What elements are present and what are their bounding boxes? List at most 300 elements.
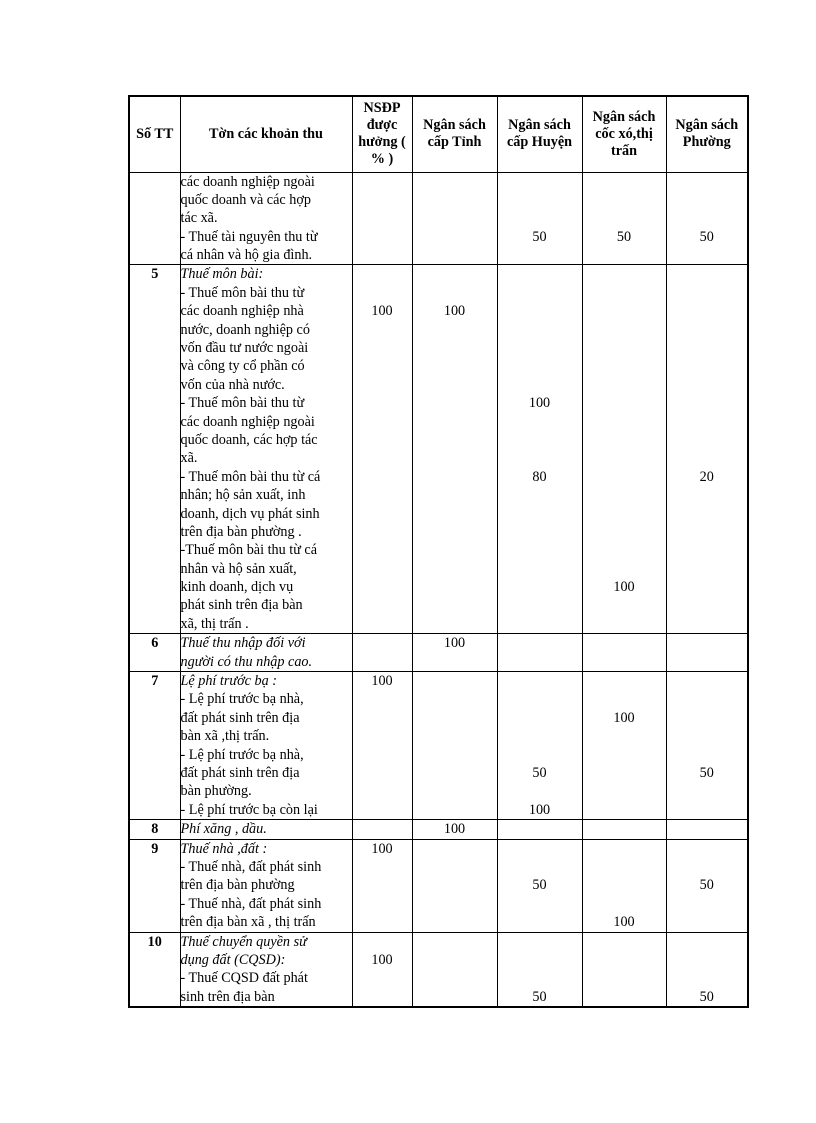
rate-value [353,858,412,876]
rate-value [498,840,582,858]
rate-nsdp [352,932,412,1007]
description-line: các doanh nghiệp ngoài [180,413,315,430]
rate-tinh [412,672,497,820]
rate-tinh [412,265,497,634]
rate-value [667,782,748,800]
rate-value [498,246,582,264]
rate-value [353,634,412,652]
rate-value [667,265,748,283]
row-number: 7 [129,672,180,820]
rate-value [413,951,497,969]
table-row [129,172,748,265]
rate-value [353,969,412,987]
rate-value [413,727,497,745]
rate-value [498,690,582,708]
rate-value: 100 [613,914,635,931]
rate-phuong [666,932,748,1007]
description-line: Thuế nhà ,đất : [180,840,268,857]
rate-value: 50 [532,988,547,1005]
rate-value [413,173,497,191]
rate-value [498,969,582,987]
rate-value: 100 [613,709,635,726]
rate-value: 50 [699,988,714,1005]
rate-value [667,413,748,431]
header-name: Tờn các khoản thu [180,96,352,172]
rate-value: 50 [532,228,547,245]
description-line: Thuế môn bài: [180,266,264,283]
rate-value [498,302,582,320]
description-line: vốn đầu tư nước ngoài [180,340,309,357]
rate-value [413,357,497,375]
rate-value [413,709,497,727]
header-phuong: Ngân sách Phường [666,96,748,172]
rate-value: 50 [532,877,547,894]
rate-value [667,486,748,504]
description-line: quốc doanh và các hợp [180,191,311,208]
rate-value [583,672,666,690]
rate-value [583,690,666,708]
rate-value [583,173,666,191]
rate-value [583,321,666,339]
description-line: - Thuế CQSD đất phát [180,970,308,987]
rate-value [498,727,582,745]
header-tinh: Ngân sách cấp Tỉnh [412,96,497,172]
rate-huyen [497,634,582,672]
description-line: Thuế chuyển quyền sử [180,933,307,950]
rate-value [667,431,748,449]
description-line: sinh trên địa bàn [180,988,275,1005]
description-line: xã, thị trấn . [180,615,249,632]
rate-value [353,690,412,708]
rate-nsdp [352,820,412,839]
rate-value [667,634,748,652]
rate-value [667,653,748,671]
rate-value [498,653,582,671]
description-line: các doanh nghiệp nhà [180,303,304,320]
rate-value [413,782,497,800]
rate-value [413,895,497,913]
description-line: - Thuế môn bài thu từ [180,284,305,301]
rate-phuong [666,265,748,634]
description-line: phát sinh trên địa bàn [180,597,303,614]
rate-value [498,933,582,951]
rate-value: 100 [371,840,393,857]
rate-value [667,895,748,913]
rate-value [413,969,497,987]
revenue-item-description [180,839,352,932]
rate-value [353,653,412,671]
table-row [129,820,748,839]
rate-xa [582,634,666,672]
rate-value [413,246,497,264]
rate-value [498,820,582,838]
rate-tinh [412,634,497,672]
rate-value [667,560,748,578]
rate-value [667,858,748,876]
rate-value: 100 [371,673,393,690]
rate-value [353,284,412,302]
rate-value [583,858,666,876]
description-line: và công ty cổ phần có [180,358,305,375]
rate-value [413,505,497,523]
rate-value [353,876,412,894]
rate-value: 20 [699,468,714,485]
row-number: 9 [129,839,180,932]
rate-value [413,486,497,504]
rate-value [498,209,582,227]
rate-value [498,173,582,191]
rate-value [583,265,666,283]
rate-value [583,840,666,858]
rate-value [583,413,666,431]
rate-value [583,951,666,969]
rate-value [498,672,582,690]
description-line: - Thuế môn bài thu từ cá [180,468,321,485]
rate-value [583,764,666,782]
rate-value [667,969,748,987]
rate-value [667,209,748,227]
description-line: vốn của nhà nước. [180,376,285,393]
rate-value [413,191,497,209]
rate-value [413,988,497,1006]
rate-value [353,596,412,614]
description-line: tác xã. [180,210,218,227]
header-nsdp: NSĐP được hưởng ( % ) [352,96,412,172]
rate-value [353,449,412,467]
rate-phuong [666,172,748,265]
rate-value [667,746,748,764]
rate-value [413,394,497,412]
description-line: - Lệ phí trước bạ còn lại [180,801,318,818]
rate-tinh [412,172,497,265]
rate-value [583,895,666,913]
rate-phuong [666,672,748,820]
description-line: trên địa bàn xã , thị trấn [180,914,316,931]
rate-value [353,209,412,227]
rate-value [353,560,412,578]
revenue-item-description [180,932,352,1007]
rate-value [498,782,582,800]
rate-value [667,578,748,596]
description-line: xã. [180,450,198,467]
rate-value [413,858,497,876]
rate-value [583,431,666,449]
rate-value [583,302,666,320]
revenue-item-description [180,265,352,634]
revenue-item-description [180,634,352,672]
rate-xa [582,172,666,265]
rate-value [498,709,582,727]
description-line: bàn phường. [180,783,252,800]
description-line: kinh doanh, dịch vụ [180,579,294,596]
rate-huyen [497,265,582,634]
rate-value [583,191,666,209]
rate-value [413,913,497,931]
rate-value [583,541,666,559]
rate-value [667,801,748,819]
rate-value [413,560,497,578]
rate-value [583,376,666,394]
rate-value [413,801,497,819]
rate-value [498,431,582,449]
description-line: Lệ phí trước bạ : [180,673,277,690]
rate-value [413,746,497,764]
rate-value [667,284,748,302]
rate-nsdp [352,172,412,265]
rate-value: 50 [532,765,547,781]
rate-phuong [666,820,748,839]
description-line: Phí xăng , dầu. [180,821,267,838]
rate-value [353,801,412,819]
rate-value [583,357,666,375]
rate-value [667,246,748,264]
rate-value [498,265,582,283]
rate-value [413,523,497,541]
description-line: dụng đất (CQSD): [180,951,286,968]
rate-value [353,431,412,449]
rate-value [413,840,497,858]
rate-value [583,876,666,894]
rate-value [353,321,412,339]
rate-value [353,339,412,357]
row-number: 6 [129,634,180,672]
rate-tinh [412,839,497,932]
rate-value [413,596,497,614]
rate-value [353,523,412,541]
rate-value [413,541,497,559]
rate-value [413,321,497,339]
table-row [129,634,748,672]
rate-value [353,228,412,246]
rate-value: 100 [371,303,393,320]
rate-value [583,486,666,504]
rate-value [667,951,748,969]
header-stt: Số TT [129,96,180,172]
rate-huyen [497,932,582,1007]
rate-nsdp [352,265,412,634]
rate-value [353,709,412,727]
revenue-allocation-table [128,95,749,1008]
rate-nsdp [352,634,412,672]
rate-value [498,413,582,431]
rate-value [498,895,582,913]
rate-value [353,933,412,951]
description-line: nhân; hộ sản xuất, inh [180,487,306,504]
description-line: bàn xã ,thị trấn. [180,728,270,745]
rate-value [353,988,412,1006]
description-line: - Lệ phí trước bạ nhà, [180,746,304,763]
rate-value [353,376,412,394]
description-line: nhân và hộ sản xuất, [180,560,297,577]
rate-value [667,933,748,951]
description-line: các doanh nghiệp ngoài [180,173,315,190]
rate-xa [582,265,666,634]
rate-value: 50 [699,765,714,781]
rate-value [353,895,412,913]
rate-value [498,615,582,633]
rate-value [413,376,497,394]
description-line: - Thuế tài nguyên thu từ [180,228,318,245]
rate-value [667,709,748,727]
rate-value [353,191,412,209]
rate-value [583,653,666,671]
rate-value [667,394,748,412]
rate-value [583,523,666,541]
rate-value [353,413,412,431]
rate-value [413,876,497,894]
rate-value [667,615,748,633]
description-line: - Thuế môn bài thu từ [180,395,305,412]
rate-value [583,246,666,264]
rate-value [667,690,748,708]
header-huyen: Ngân sách cấp Huyện [497,96,582,172]
rate-value [413,339,497,357]
revenue-item-description [180,672,352,820]
rate-value [667,376,748,394]
revenue-item-description [180,172,352,265]
rate-value [667,357,748,375]
rate-value [583,746,666,764]
row-number: 10 [129,932,180,1007]
rate-value [498,951,582,969]
rate-value [667,672,748,690]
rate-value [667,321,748,339]
rate-huyen [497,839,582,932]
rate-value [413,672,497,690]
rate-value [498,596,582,614]
rate-value [583,339,666,357]
rate-value [583,782,666,800]
rate-value [498,523,582,541]
rate-value [353,505,412,523]
rate-value [353,265,412,283]
row-number [129,172,180,265]
rate-value [413,265,497,283]
rate-value [583,449,666,467]
table-row [129,672,748,820]
rate-value [353,394,412,412]
row-number: 8 [129,820,180,839]
rate-value [583,560,666,578]
rate-value [667,302,748,320]
rate-nsdp [352,839,412,932]
rate-value [667,913,748,931]
rate-value: 100 [613,579,635,596]
rate-value [583,988,666,1006]
header-row [129,96,748,172]
rate-value [583,615,666,633]
row-number: 5 [129,265,180,634]
rate-phuong [666,634,748,672]
rate-value [353,782,412,800]
rate-value [498,284,582,302]
rate-value [498,746,582,764]
description-line: - Lệ phí trước bạ nhà, [180,691,304,708]
rate-value [353,468,412,486]
description-line: quốc doanh, các hợp tác [180,431,318,448]
rate-value [413,653,497,671]
rate-phuong [666,839,748,932]
rate-value [413,933,497,951]
rate-value [667,523,748,541]
rate-value [583,394,666,412]
rate-value [413,615,497,633]
rate-value [413,413,497,431]
table-row [129,932,748,1007]
description-line: đất phát sinh trên địa [180,765,300,781]
rate-value: 100 [528,801,551,818]
rate-value [667,596,748,614]
description-line: cá nhân và hộ gia đình. [180,247,313,264]
rate-value [498,357,582,375]
rate-value: 100 [443,821,466,838]
rate-value [667,727,748,745]
rate-value [583,801,666,819]
rate-value [498,339,582,357]
rate-value [583,468,666,486]
rate-value [667,541,748,559]
rate-value [667,339,748,357]
rate-value [583,634,666,652]
description-line: - Thuế nhà, đất phát sinh [180,858,322,875]
rate-value: 100 [443,635,466,652]
rate-xa [582,820,666,839]
rate-value [413,468,497,486]
rate-value [583,933,666,951]
rate-value: 100 [443,303,466,320]
rate-value [353,357,412,375]
rate-value [353,727,412,745]
rate-value [413,764,497,782]
rate-value: 80 [532,468,547,485]
description-line: người có thu nhập cao. [180,653,313,670]
rate-value: 100 [371,951,393,968]
rate-value [498,634,582,652]
rate-value [353,913,412,931]
rate-tinh [412,932,497,1007]
rate-value [413,578,497,596]
rate-value [498,486,582,504]
rate-value: 50 [699,877,714,894]
rate-value [413,449,497,467]
description-line: đất phát sinh trên địa [180,709,300,726]
rate-value [667,449,748,467]
rate-value: 100 [528,395,551,412]
rate-value [498,541,582,559]
rate-value [498,560,582,578]
rate-value [583,596,666,614]
rate-value [498,191,582,209]
rate-value [413,690,497,708]
rate-value [353,746,412,764]
rate-tinh [412,820,497,839]
rate-value [583,209,666,227]
rate-xa [582,932,666,1007]
rate-value [498,858,582,876]
header-xa: Ngân sách cốc xó,thị trấn [582,96,666,172]
rate-value [353,764,412,782]
rate-value [353,246,412,264]
rate-value [498,578,582,596]
rate-huyen [497,820,582,839]
rate-value [667,840,748,858]
rate-value [413,209,497,227]
description-line: trên địa bàn phường [180,877,295,894]
rate-value [498,449,582,467]
rate-xa [582,672,666,820]
description-line: doanh, dịch vụ phát sinh [180,505,320,522]
rate-value [498,376,582,394]
